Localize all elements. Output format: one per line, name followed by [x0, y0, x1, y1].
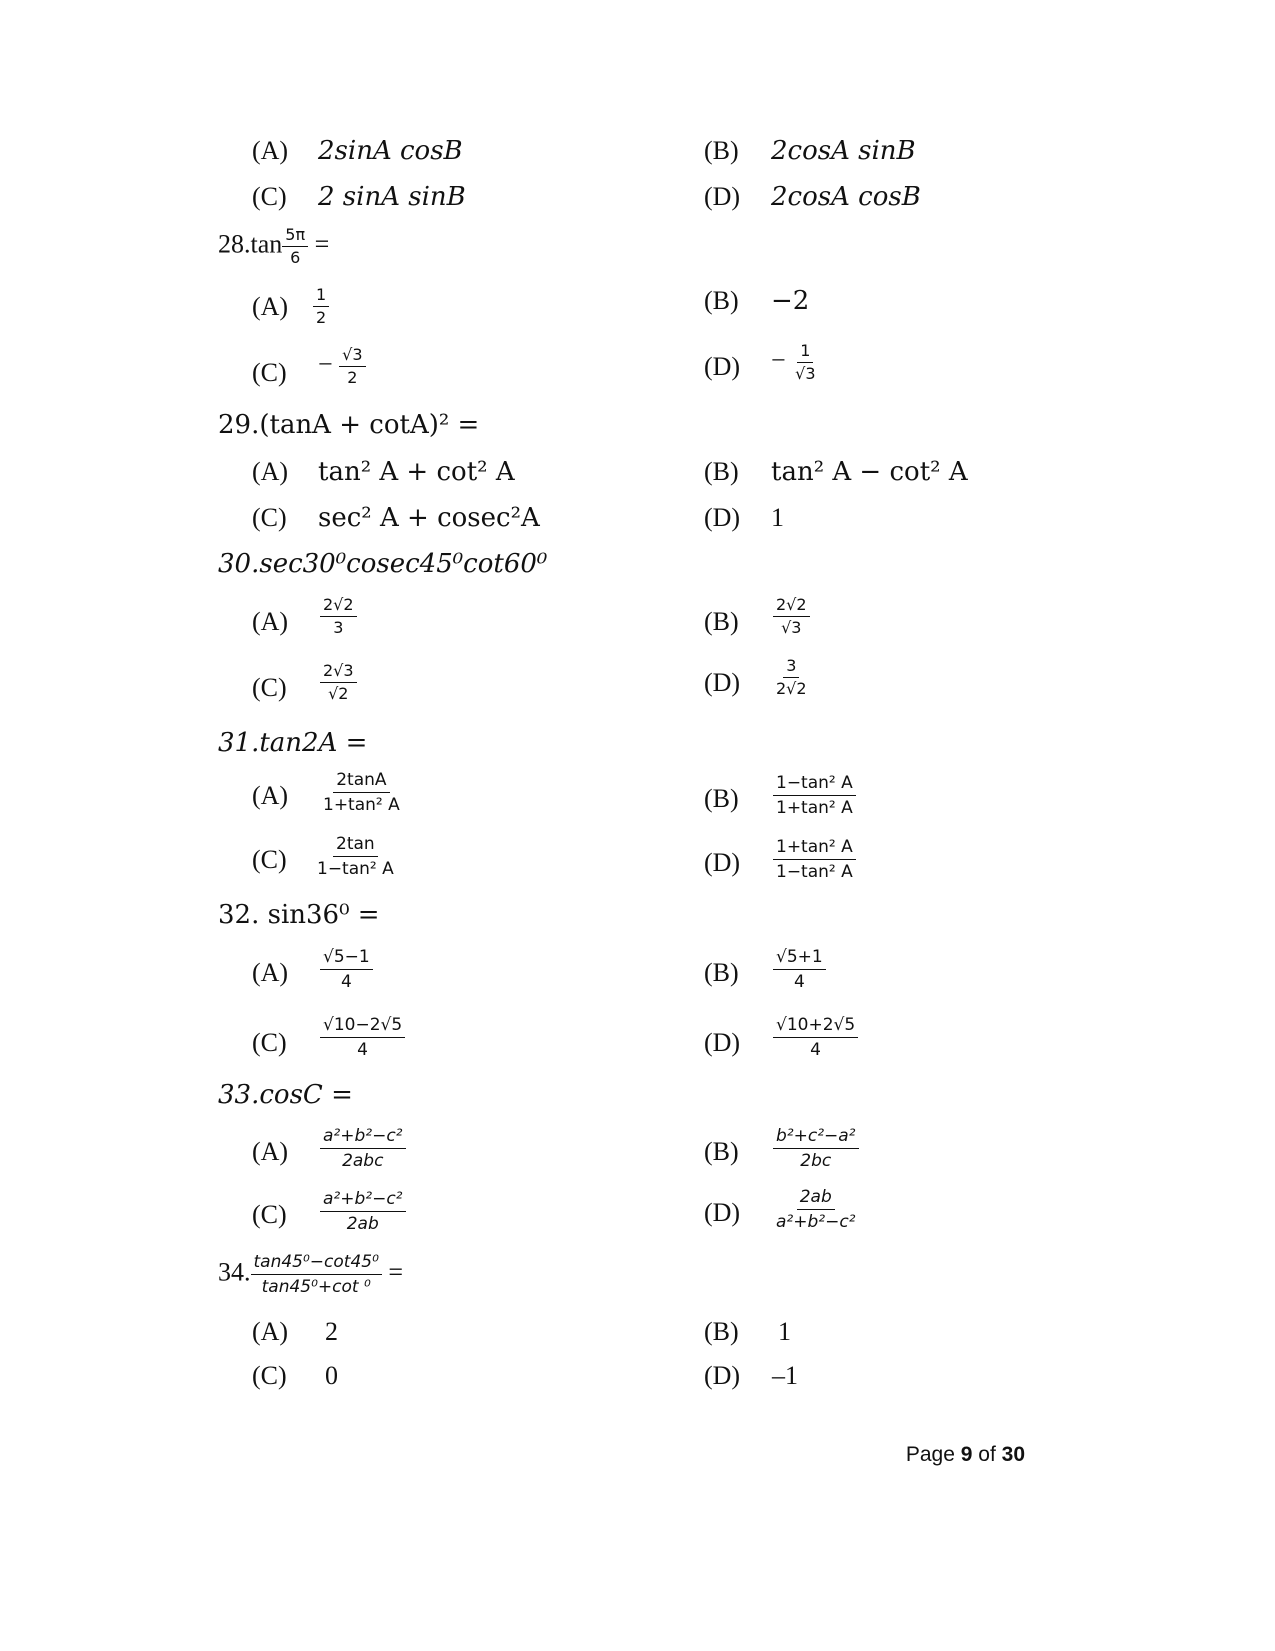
option-label: (C) — [252, 673, 287, 702]
equals-sign: = — [388, 1257, 404, 1287]
fraction — [320, 596, 357, 637]
option-text: 0 — [325, 1361, 338, 1390]
option-text: 1 — [778, 1317, 791, 1346]
denominator: 2 — [316, 308, 327, 327]
fraction — [773, 1015, 858, 1060]
denominator: 2ab — [346, 1214, 379, 1234]
denominator: √2 — [328, 684, 349, 703]
option-label: (A) — [252, 292, 289, 321]
numerator: 1+tan² A — [773, 837, 856, 860]
option-value — [773, 1187, 859, 1232]
option-label: (C) — [252, 1028, 287, 1057]
numerator: 2tanA — [333, 770, 389, 793]
minus-sign: − — [771, 345, 786, 375]
question-29: 29.(tanA + cotA)² = — [218, 410, 480, 440]
denominator: 6 — [290, 248, 301, 267]
option-label: (A) — [252, 1317, 289, 1346]
denominator: 1+tan² A — [776, 798, 853, 818]
denominator: 1−tan² A — [776, 862, 853, 882]
option-value — [320, 947, 373, 992]
option-label: (A) — [252, 136, 289, 165]
option-value — [773, 1126, 859, 1171]
numerator: √5+1 — [773, 947, 826, 970]
option-text: 2cosA sinB — [771, 136, 916, 166]
fraction — [251, 1252, 382, 1297]
question-28 — [218, 226, 329, 267]
option-label: (B) — [704, 784, 739, 813]
denominator: 3 — [333, 618, 344, 637]
fraction — [320, 1189, 406, 1234]
minus-sign: − — [318, 349, 333, 379]
fraction — [773, 657, 810, 698]
option-label: (D) — [704, 848, 741, 877]
fraction — [320, 662, 357, 703]
question-prefix: 34. — [218, 1257, 251, 1287]
option-text: 2sinA cosB — [318, 136, 463, 166]
option-label: (C) — [252, 845, 287, 874]
denominator: 4 — [357, 1040, 368, 1060]
option-value — [773, 596, 810, 637]
option-label: (A) — [252, 958, 289, 987]
option-text: sec² A + cosec²A — [318, 503, 540, 533]
option-value — [320, 1126, 406, 1171]
fraction — [773, 1126, 859, 1171]
option-label: (C) — [252, 358, 287, 387]
question-prefix: 28.tan — [218, 229, 283, 259]
total-pages: 30 — [1001, 1443, 1025, 1466]
denominator: 4 — [793, 972, 805, 992]
option-value — [320, 596, 357, 637]
denominator: 2abc — [342, 1151, 384, 1171]
fraction — [773, 1187, 859, 1232]
numerator: a²+b²−c² — [320, 1126, 406, 1149]
option-text: −2 — [771, 286, 810, 316]
option-label: (D) — [704, 352, 741, 381]
numerator: √3 — [339, 346, 365, 367]
fraction — [320, 947, 373, 992]
option-value — [320, 770, 403, 815]
option-value — [318, 346, 366, 387]
fraction — [339, 346, 365, 387]
option-text: 2 sinA sinB — [318, 182, 466, 212]
option-label: (A) — [252, 781, 289, 810]
numerator: 5π — [282, 226, 308, 247]
question-34 — [218, 1252, 403, 1297]
option-text: tan² A + cot² A — [318, 457, 515, 487]
option-label: (B) — [704, 607, 739, 636]
option-label: (D) — [704, 1198, 741, 1227]
fraction — [314, 834, 397, 879]
numerator: b²+c²−a² — [773, 1126, 859, 1149]
fraction — [773, 837, 856, 882]
page-number — [906, 1443, 1025, 1467]
fraction — [313, 286, 329, 327]
fraction — [282, 226, 308, 267]
fraction — [773, 947, 826, 992]
numerator: 3 — [783, 657, 799, 678]
option-value — [773, 657, 810, 698]
numerator: √10+2√5 — [773, 1015, 858, 1038]
numerator: tan45⁰−cot45⁰ — [251, 1252, 382, 1275]
question-33: 33.cosC = — [218, 1080, 353, 1110]
option-value — [314, 834, 397, 879]
option-label: (D) — [704, 182, 741, 211]
option-value — [773, 947, 826, 992]
option-text: 2 — [325, 1317, 338, 1346]
option-value — [320, 662, 357, 703]
fraction — [320, 1015, 405, 1060]
denominator: 4 — [810, 1040, 821, 1060]
fraction — [792, 342, 818, 383]
option-label: (C) — [252, 1200, 287, 1229]
page-word: Page — [905, 1443, 955, 1466]
numerator: √10−2√5 — [320, 1015, 405, 1038]
option-label: (D) — [704, 1361, 741, 1390]
denominator: 2bc — [800, 1151, 832, 1171]
option-label: (C) — [252, 182, 287, 211]
option-label: (D) — [704, 503, 741, 532]
numerator: 2tan — [333, 834, 378, 857]
of-word: of — [978, 1443, 996, 1466]
fraction — [320, 770, 403, 815]
option-label: (B) — [704, 1317, 739, 1346]
numerator: √5−1 — [320, 947, 373, 970]
option-label: (C) — [252, 1361, 287, 1390]
option-value — [773, 1015, 858, 1060]
option-label: (D) — [704, 1028, 741, 1057]
option-value — [313, 286, 329, 327]
option-text: 1 — [771, 503, 784, 532]
numerator: 1 — [797, 342, 813, 363]
option-value — [773, 773, 856, 818]
numerator: 1−tan² A — [773, 773, 856, 796]
denominator: 4 — [340, 972, 352, 992]
option-label: (C) — [252, 503, 287, 532]
numerator: a²+b²−c² — [320, 1189, 406, 1212]
denominator: √3 — [781, 618, 802, 637]
option-text: tan² A − cot² A — [771, 457, 968, 487]
option-text: 2cosA cosB — [771, 182, 921, 212]
denominator: 2√2 — [776, 679, 807, 698]
option-value — [773, 837, 856, 882]
numerator: 2√2 — [773, 596, 810, 617]
option-label: (D) — [704, 668, 741, 697]
fraction — [320, 1126, 406, 1171]
option-label: (B) — [704, 1137, 739, 1166]
fraction — [773, 773, 856, 818]
option-label: (B) — [704, 286, 739, 315]
fraction — [773, 596, 810, 637]
current-page: 9 — [960, 1443, 973, 1466]
numerator: 1 — [313, 286, 329, 307]
question-31: 31.tan2A = — [218, 728, 368, 758]
option-label: (A) — [252, 457, 289, 486]
option-value — [320, 1015, 405, 1060]
denominator: 1+tan² A — [323, 795, 400, 815]
option-text: –1 — [772, 1361, 798, 1390]
numerator: 2√3 — [320, 662, 357, 683]
question-30: 30.sec30⁰cosec45⁰cot60⁰ — [218, 549, 548, 579]
denominator: √3 — [795, 364, 816, 383]
numerator: 2ab — [797, 1187, 835, 1210]
numerator: 2√2 — [320, 596, 357, 617]
equals-sign: = — [314, 229, 330, 259]
option-label: (B) — [704, 136, 739, 165]
option-label: (A) — [252, 607, 289, 636]
denominator: a²+b²−c² — [776, 1212, 856, 1232]
denominator: tan45⁰+cot ⁰ — [261, 1277, 371, 1297]
denominator: 1−tan² A — [317, 859, 394, 879]
option-value — [771, 342, 819, 383]
option-value — [320, 1189, 406, 1234]
option-label: (B) — [704, 457, 739, 486]
option-label: (B) — [704, 958, 739, 987]
question-32: 32. sin36⁰ = — [218, 900, 380, 930]
option-label: (A) — [252, 1137, 289, 1166]
denominator: 2 — [347, 368, 358, 387]
